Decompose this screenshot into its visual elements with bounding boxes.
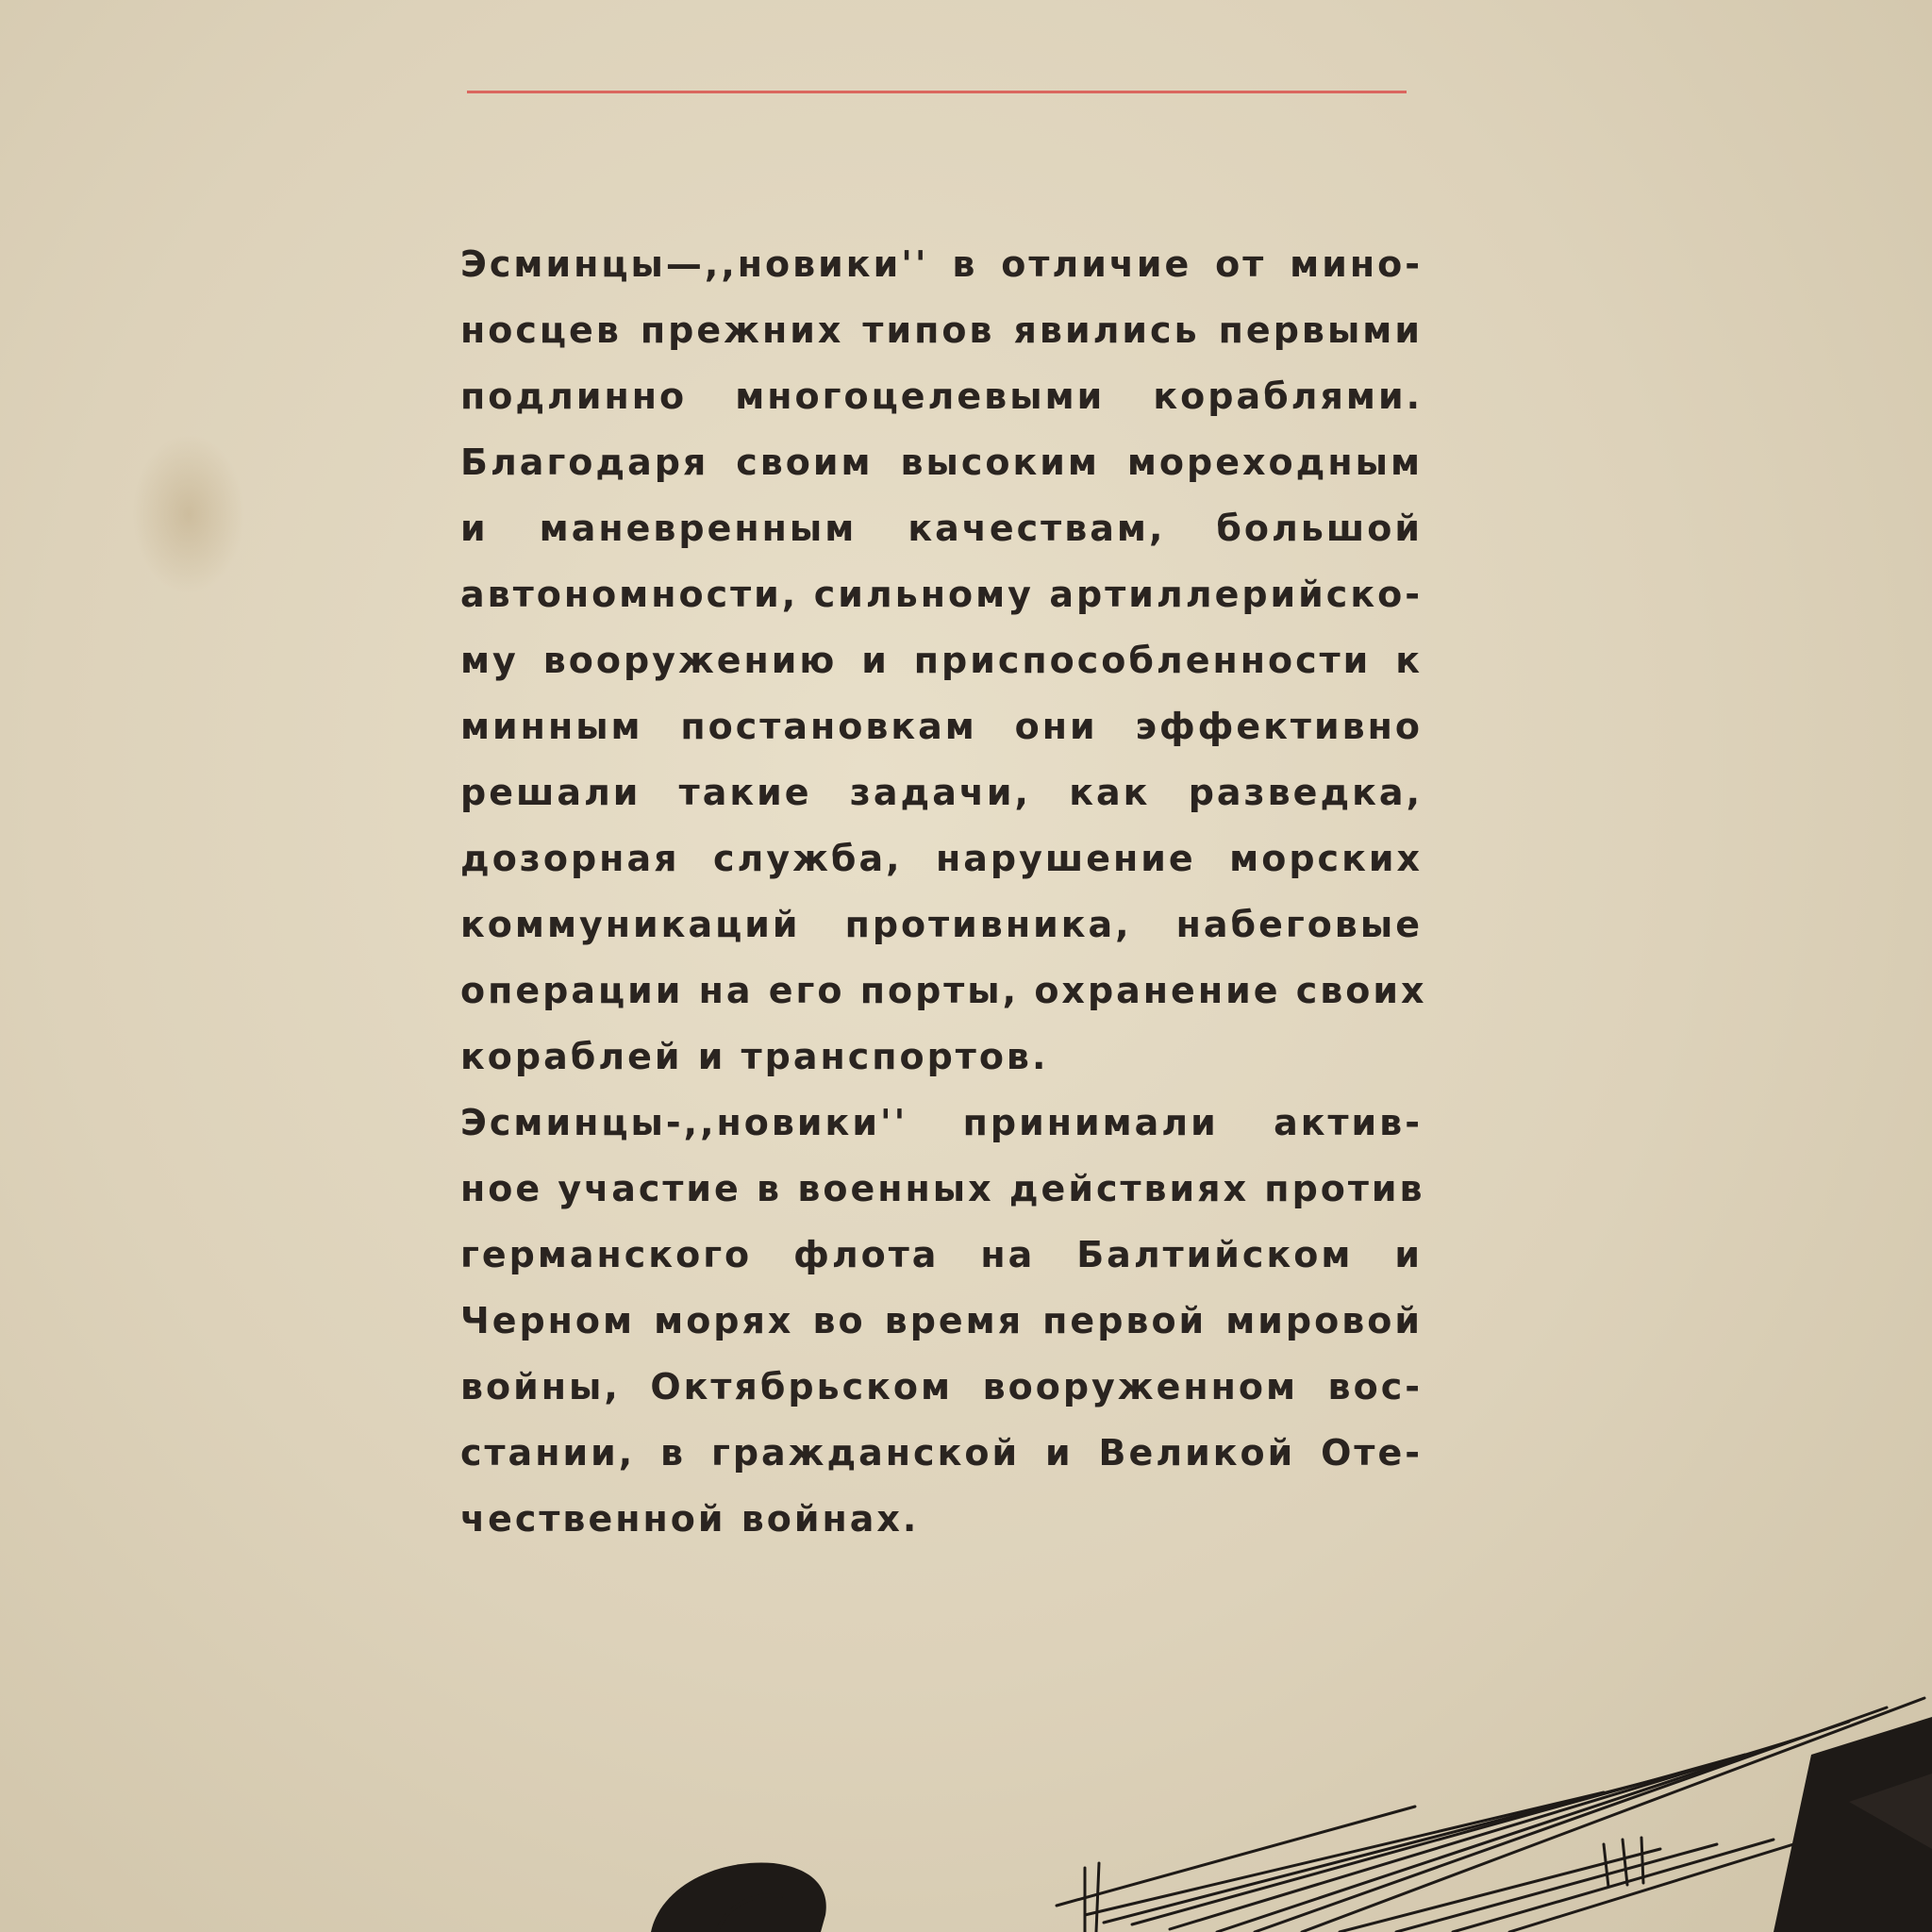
text-line: германского флота на Балтийском и: [460, 1234, 1423, 1275]
text-line: Черном морях во время первой мировой: [460, 1300, 1423, 1341]
text-line: Эсминцы-,,новики'' принимали актив-: [460, 1102, 1423, 1143]
text-line: коммуникаций противника, набеговые: [460, 904, 1423, 945]
text-line: и маневренным качествам, большой: [460, 508, 1423, 549]
text-line: ное участие в военных действиях против: [460, 1168, 1425, 1209]
text-line: операции на его порты, охранение своих: [460, 970, 1427, 1011]
text-line: минным постановкам они эффективно: [460, 706, 1423, 747]
text-line: чественной войнах.: [460, 1498, 920, 1540]
body-text: [460, 231, 1427, 1552]
text-line: решали такие задачи, как разведка,: [460, 772, 1423, 813]
red-rule-line: [467, 91, 1407, 93]
text-line: стании, в гражданской и Великой Оте-: [460, 1432, 1423, 1474]
text-line: подлинно многоцелевыми кораблями.: [460, 375, 1423, 417]
paper-stain: [132, 434, 245, 594]
text-line: автономности, сильному артиллерийско-: [460, 574, 1423, 615]
text-line: носцев прежних типов явились первыми: [460, 309, 1423, 351]
text-line: Благодаря своим высоким мореходным: [460, 441, 1423, 483]
text-line: Эсминцы—,,новики'' в отличие от мино-: [460, 243, 1423, 285]
text-line: дозорная служба, нарушение морских: [460, 838, 1423, 879]
text-line: войны, Октябрьском вооруженном вос-: [460, 1366, 1423, 1407]
text-line: му вооружению и приспособленности к: [460, 640, 1423, 681]
ink-sketch-illustration: [0, 1604, 1932, 1932]
text-line: кораблей и транспортов.: [460, 1036, 1049, 1077]
